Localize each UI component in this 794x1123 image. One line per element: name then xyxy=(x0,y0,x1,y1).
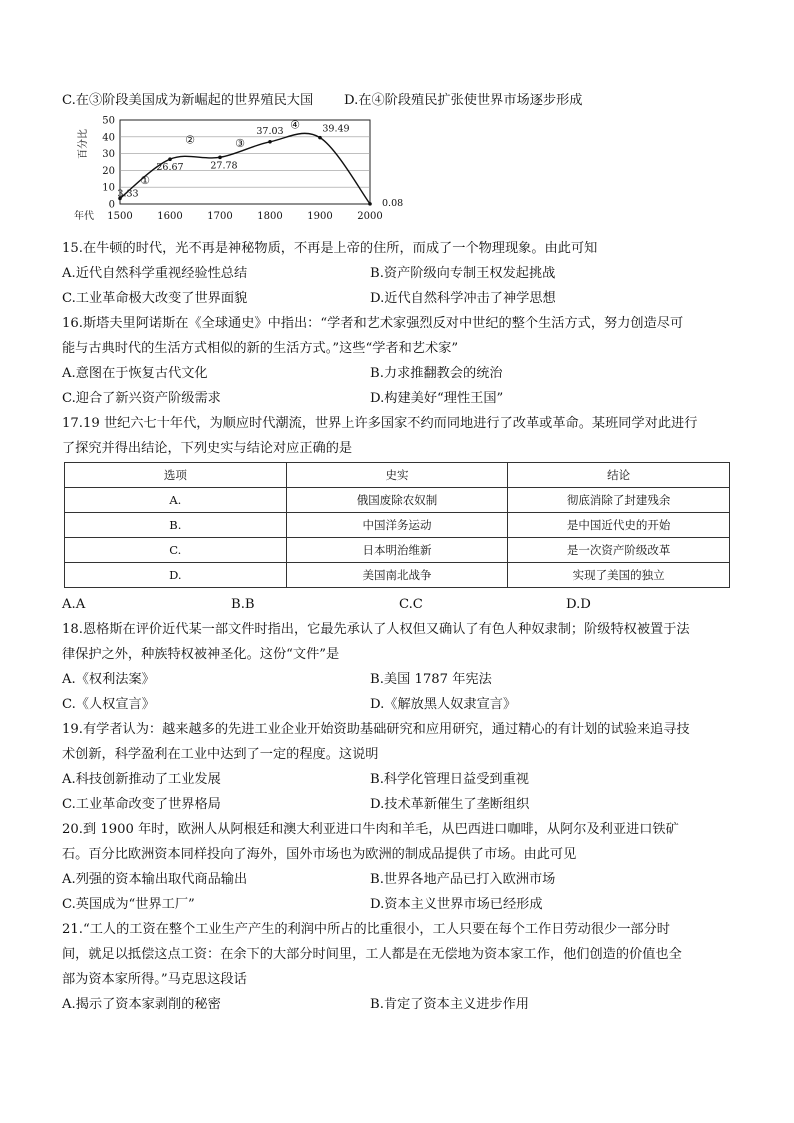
q17-cell-option: C. xyxy=(65,538,287,563)
q19-option-d: D.技术革新催生了垄断组织 xyxy=(370,797,530,812)
q21-option-b: B.肯定了资本主义进步作用 xyxy=(370,997,529,1012)
q17-header-fact: 史实 xyxy=(286,463,508,488)
q16-option-a: A.意图在于恢复古代文化 xyxy=(62,366,208,381)
q17-stem-line2: 了探究并得出结论，下列史实与结论对应正确的是 xyxy=(62,441,353,456)
q17-cell-conclusion: 彻底消除了封建残余 xyxy=(508,488,730,513)
q17-cell-conclusion: 实现了美国的独立 xyxy=(508,563,730,588)
chart-x-tick-label: 1700 xyxy=(207,211,233,222)
chart-data-point xyxy=(218,156,222,160)
chart-stage-marker: ① xyxy=(140,173,150,187)
q15-stem: 15.在牛顿的时代，光不再是神秘物质，不再是上帝的住所，而成了一个物理现象。由此可知 xyxy=(62,241,598,256)
q18-option-b: B.美国 1787 年宪法 xyxy=(370,672,492,687)
chart-data-point xyxy=(268,140,272,144)
q17-table-header-row xyxy=(65,463,730,488)
q20-option-b: B.世界各地产品已打入欧洲市场 xyxy=(370,872,556,887)
q17-cell-fact: 日本明治维新 xyxy=(286,538,508,563)
chart-x-axis-label: 年代 xyxy=(74,211,94,222)
chart-data-label: 39.49 xyxy=(322,123,350,135)
q16-stem-line1: 16.斯塔夫里阿诺斯在《全球通史》中指出：“学者和艺术家强烈反对中世纪的整个生活方式，努力创造尽可 xyxy=(62,316,684,331)
table-row xyxy=(65,513,730,538)
q21-stem-line2: 间，就足以抵偿这点工资：在余下的大部分时间里，工人都是在无偿地为资本家工作，他们创造的价值也全 xyxy=(62,947,682,962)
chart-y-tick-label: 40 xyxy=(102,132,115,144)
chart-y-tick-label: 10 xyxy=(102,182,115,194)
table-row xyxy=(65,538,730,563)
chart-stage-marker: ④ xyxy=(290,118,300,132)
q21-stem-line3: 部为资本家所得。”马克思这段话 xyxy=(62,972,247,987)
q18-option-c: C.《人权宣言》 xyxy=(62,697,155,712)
q15-option-b: B.资产阶级向专制王权发起挑战 xyxy=(370,266,556,281)
q18-stem-line2: 律保护之外，种族特权被神圣化。这份“文件”是 xyxy=(62,647,340,662)
q15-option-d: D.近代自然科学冲击了神学思想 xyxy=(370,291,556,306)
table-row xyxy=(65,488,730,513)
q17-option-c: C.C xyxy=(399,597,423,612)
q17-header-option: 选项 xyxy=(65,463,287,488)
q17-cell-conclusion: 是中国近代史的开始 xyxy=(508,513,730,538)
chart-y-tick-label: 20 xyxy=(102,165,115,177)
q14-option-d: D.在④阶段殖民扩张使世界市场逐步形成 xyxy=(344,93,583,108)
chart-y-axis-label: 百分比 xyxy=(78,129,89,159)
q17-cell-fact: 俄国废除农奴制 xyxy=(286,488,508,513)
chart-data-label: 37.03 xyxy=(256,125,284,137)
q17-option-a: A.A xyxy=(62,597,86,612)
q16-option-b: B.力求推翻教会的统治 xyxy=(370,366,503,381)
q16-stem-line2: 能与古典时代的生活方式相似的新的生活方式。”这些“学者和艺术家” xyxy=(62,341,459,356)
q20-option-c: C.英国成为“世界工厂” xyxy=(62,897,195,912)
q14-option-c: C.在③阶段美国成为新崛起的世界殖民大国 xyxy=(62,93,314,108)
chart-x-tick-label: 2000 xyxy=(357,211,383,222)
q19-option-a: A.科技创新推动了工业发展 xyxy=(62,772,221,787)
q17-cell-option: A. xyxy=(65,488,287,513)
table-row xyxy=(65,563,730,588)
q17-cell-conclusion: 是一次资产阶级改革 xyxy=(508,538,730,563)
chart-data-label: 3.33 xyxy=(117,188,139,200)
q17-header-conclusion: 结论 xyxy=(508,463,730,488)
q17-cell-option: D. xyxy=(65,563,287,588)
chart-x-tick-label: 1900 xyxy=(307,211,333,222)
q20-stem-line2: 石。百分比欧洲资本同样投向了海外，国外市场也为欧洲的制成品提供了市场。由此可见 xyxy=(62,847,577,862)
q19-stem-line1: 19.有学者认为：越来越多的先进工业企业开始资助基础研究和应用研究，通过精心的有计划的试验来追寻技 xyxy=(62,722,690,737)
q16-option-c: C.迎合了新兴资产阶级需求 xyxy=(62,391,221,406)
q20-stem-line1: 20.到 1900 年时，欧洲人从阿根廷和澳大利亚进口牛肉和羊毛，从巴西进口咖啡，从阿尔及利亚进口铁矿 xyxy=(62,822,679,837)
q19-option-c: C.工业革命改变了世界格局 xyxy=(62,797,221,812)
q21-option-a: A.揭示了资本家剥削的秘密 xyxy=(62,997,221,1012)
q19-stem-line2: 术创新，科学盈利在工业中达到了一定的程度。这说明 xyxy=(62,747,379,762)
colonial-percentage-line-chart xyxy=(72,114,404,230)
q21-stem-line1: 21.“工人的工资在整个工业生产产生的利润中所占的比重很小，工人只要在每个工作日劳动很少一部分时 xyxy=(62,922,670,937)
chart-y-tick-label: 30 xyxy=(102,149,115,161)
q17-stem-line1: 17.19 世纪六七十年代，为顺应时代潮流，世界上许多国家不约而同地进行了改革或革命。某班同学对此进行 xyxy=(62,416,698,431)
q19-option-b: B.科学化管理日益受到重视 xyxy=(370,772,529,787)
chart-x-tick-label: 1600 xyxy=(157,211,183,222)
q17-option-d: D.D xyxy=(566,597,591,612)
chart-data-point xyxy=(368,202,372,206)
q18-option-a: A.《权利法案》 xyxy=(62,672,155,687)
chart-data-label: 0.08 xyxy=(382,197,404,209)
q18-stem-line1: 18.恩格斯在评价近代某一部文件时指出，它最先承认了人权但又确认了有色人种奴隶制；阶级特权被置于法 xyxy=(62,622,690,637)
chart-data-point xyxy=(318,136,322,140)
q18-option-d: D.《解放黑人奴隶宣言》 xyxy=(370,697,517,712)
q20-option-a: A.列强的资本输出取代商品输出 xyxy=(62,872,248,887)
q16-option-d: D.构建美好“理性王国” xyxy=(370,391,504,406)
chart-data-label: 26.67 xyxy=(156,162,184,174)
q15-option-c: C.工业革命极大改变了世界面貌 xyxy=(62,291,248,306)
chart-stage-marker: ② xyxy=(185,133,195,147)
q17-option-b: B.B xyxy=(231,597,255,612)
q15-option-a: A.近代自然科学重视经验性总结 xyxy=(62,266,248,281)
chart-data-label: 27.78 xyxy=(210,160,238,172)
chart-x-tick-label: 1800 xyxy=(257,211,283,222)
chart-y-tick-label: 50 xyxy=(102,115,115,127)
q17-cell-fact: 美国南北战争 xyxy=(286,563,508,588)
chart-stage-marker: ③ xyxy=(235,136,245,150)
q17-cell-option: B. xyxy=(65,513,287,538)
chart-x-tick-label: 1500 xyxy=(107,211,133,222)
chart-y-tick-label: 0 xyxy=(108,199,115,211)
q17-cell-fact: 中国洋务运动 xyxy=(286,513,508,538)
q17-table xyxy=(64,462,730,588)
chart-data-point xyxy=(168,157,172,161)
q20-option-d: D.资本主义世界市场已经形成 xyxy=(370,897,543,912)
